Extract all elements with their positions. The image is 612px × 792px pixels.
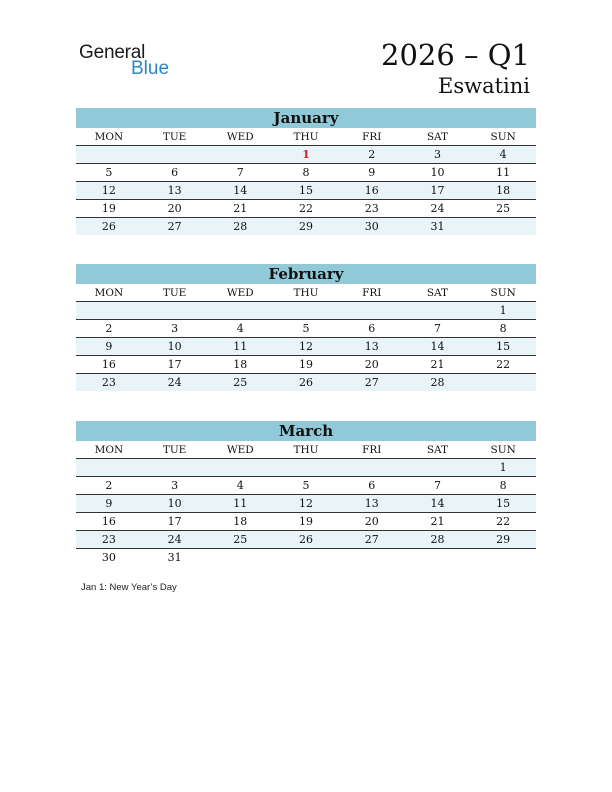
week-row (76, 374, 536, 391)
day-cell: 6 (171, 166, 179, 179)
day-cell: 22 (496, 515, 511, 528)
week-row (76, 182, 536, 200)
weekday-label: SAT (426, 131, 449, 143)
day-cell: 28 (233, 220, 248, 233)
weekday-label: SUN (490, 131, 516, 143)
weekday-label: SUN (490, 444, 516, 456)
day-cell: 19 (101, 202, 116, 215)
weekday-label: THU (293, 444, 319, 456)
weekday-label: FRI (362, 444, 382, 456)
holiday-day-cell: 1 (302, 148, 310, 161)
day-cell: 7 (236, 166, 244, 179)
day-cell (405, 549, 471, 566)
day-cell: 18 (233, 358, 248, 371)
day-cell: 29 (496, 533, 511, 546)
day-cell: 18 (233, 515, 248, 528)
day-cell: 30 (364, 220, 379, 233)
day-cell (273, 459, 339, 476)
day-cell: 16 (364, 184, 379, 197)
generalblue-logo (79, 40, 189, 80)
country-name: Eswatini (438, 74, 530, 98)
day-cell (273, 549, 339, 566)
day-cell (142, 459, 208, 476)
day-cell: 31 (430, 220, 445, 233)
day-cell: 8 (499, 479, 507, 492)
week-row (76, 200, 536, 218)
weekday-header-row (76, 441, 536, 459)
day-cell: 10 (430, 166, 445, 179)
day-cell (76, 302, 142, 319)
day-cell: 28 (430, 533, 445, 546)
weekday-label: TUE (162, 131, 187, 143)
day-cell: 17 (167, 358, 182, 371)
day-cell: 26 (299, 533, 314, 546)
logo-text-general: General (79, 42, 146, 63)
day-cell: 3 (171, 479, 179, 492)
day-cell: 15 (496, 340, 511, 353)
week-row (76, 356, 536, 374)
weekday-label: MON (94, 444, 124, 456)
day-cell: 21 (430, 515, 445, 528)
day-cell: 20 (364, 515, 379, 528)
weekday-label: TUE (162, 287, 187, 299)
day-cell: 14 (430, 340, 445, 353)
day-cell: 1 (499, 461, 507, 474)
week-row (76, 477, 536, 495)
day-cell: 12 (101, 184, 116, 197)
day-cell: 3 (171, 322, 179, 335)
day-cell (76, 146, 142, 163)
day-cell: 11 (233, 340, 248, 353)
day-cell: 4 (236, 479, 244, 492)
holiday-notes: Jan 1: New Year’s Day (81, 582, 177, 593)
weekday-label: THU (293, 131, 319, 143)
day-cell (273, 302, 339, 319)
day-cell (470, 374, 536, 391)
day-cell: 30 (101, 551, 116, 564)
day-cell: 2 (368, 148, 376, 161)
day-cell: 17 (167, 515, 182, 528)
day-cell: 22 (299, 202, 314, 215)
day-cell (339, 459, 405, 476)
day-cell (76, 459, 142, 476)
day-cell: 12 (299, 497, 314, 510)
week-row (76, 531, 536, 549)
day-cell: 24 (167, 533, 182, 546)
weekday-label: MON (94, 131, 124, 143)
day-cell: 27 (167, 220, 182, 233)
day-cell: 10 (167, 340, 182, 353)
week-row (76, 146, 536, 164)
weekday-label: TUE (162, 444, 187, 456)
week-row (76, 513, 536, 531)
weekday-label: WED (226, 287, 254, 299)
day-cell: 21 (430, 358, 445, 371)
day-cell: 5 (302, 479, 310, 492)
weekday-label: FRI (362, 287, 382, 299)
day-cell (207, 549, 273, 566)
day-cell (339, 302, 405, 319)
week-row (76, 320, 536, 338)
day-cell: 11 (496, 166, 511, 179)
day-cell: 7 (433, 322, 441, 335)
month-title: March (76, 421, 536, 441)
day-cell: 25 (233, 376, 248, 389)
day-cell: 24 (430, 202, 445, 215)
day-cell: 23 (101, 533, 116, 546)
week-row (76, 495, 536, 513)
day-cell: 13 (364, 497, 379, 510)
weekday-label: WED (226, 444, 254, 456)
weekday-label: THU (293, 287, 319, 299)
day-cell: 27 (364, 376, 379, 389)
day-cell: 25 (496, 202, 511, 215)
day-cell: 11 (233, 497, 248, 510)
logo-text-blue: Blue (131, 58, 170, 79)
day-cell: 9 (105, 497, 113, 510)
day-cell: 26 (101, 220, 116, 233)
month-2 (76, 421, 536, 566)
day-cell: 9 (368, 166, 376, 179)
day-cell (207, 302, 273, 319)
week-row (76, 164, 536, 182)
day-cell (207, 459, 273, 476)
day-cell: 20 (364, 358, 379, 371)
day-cell: 26 (299, 376, 314, 389)
day-cell: 18 (496, 184, 511, 197)
day-cell (405, 459, 471, 476)
day-cell: 23 (101, 376, 116, 389)
weekday-label: SAT (426, 444, 449, 456)
day-cell: 23 (364, 202, 379, 215)
weekday-label: MON (94, 287, 124, 299)
day-cell: 15 (299, 184, 314, 197)
day-cell: 29 (299, 220, 314, 233)
day-cell: 1 (499, 304, 507, 317)
day-cell: 24 (167, 376, 182, 389)
day-cell (339, 549, 405, 566)
day-cell: 16 (101, 358, 116, 371)
day-cell: 9 (105, 340, 113, 353)
month-title: February (76, 264, 536, 284)
day-cell: 19 (299, 358, 314, 371)
day-cell: 5 (105, 166, 113, 179)
weekday-label: SUN (490, 287, 516, 299)
day-cell: 28 (430, 376, 445, 389)
day-cell (142, 302, 208, 319)
day-cell: 31 (167, 551, 182, 564)
day-cell: 7 (433, 479, 441, 492)
day-cell: 2 (105, 479, 113, 492)
day-cell: 19 (299, 515, 314, 528)
day-cell: 17 (430, 184, 445, 197)
day-cell (470, 218, 536, 235)
day-cell: 5 (302, 322, 310, 335)
day-cell (142, 146, 208, 163)
day-cell: 16 (101, 515, 116, 528)
weekday-header-row (76, 128, 536, 146)
week-row (76, 302, 536, 320)
day-cell: 13 (167, 184, 182, 197)
day-cell: 25 (233, 533, 248, 546)
day-cell: 22 (496, 358, 511, 371)
day-cell: 8 (302, 166, 310, 179)
day-cell: 2 (105, 322, 113, 335)
day-cell: 14 (233, 184, 248, 197)
week-row (76, 338, 536, 356)
day-cell: 15 (496, 497, 511, 510)
weekday-label: FRI (362, 131, 382, 143)
day-cell: 12 (299, 340, 314, 353)
day-cell: 3 (433, 148, 441, 161)
day-cell: 27 (364, 533, 379, 546)
day-cell: 21 (233, 202, 248, 215)
week-row (76, 459, 536, 477)
day-cell: 8 (499, 322, 507, 335)
day-cell: 4 (499, 148, 507, 161)
week-row (76, 549, 536, 566)
page-title: 2026 – Q1 (381, 38, 530, 72)
month-1 (76, 264, 536, 391)
day-cell: 14 (430, 497, 445, 510)
weekday-header-row (76, 284, 536, 302)
day-cell (207, 146, 273, 163)
week-row (76, 218, 536, 235)
weekday-label: WED (226, 131, 254, 143)
day-cell (470, 549, 536, 566)
day-cell: 10 (167, 497, 182, 510)
day-cell (405, 302, 471, 319)
day-cell: 6 (368, 479, 376, 492)
day-cell: 20 (167, 202, 182, 215)
weekday-label: SAT (426, 287, 449, 299)
day-cell: 4 (236, 322, 244, 335)
day-cell: 13 (364, 340, 379, 353)
month-0 (76, 108, 536, 235)
month-title: January (76, 108, 536, 128)
day-cell: 6 (368, 322, 376, 335)
